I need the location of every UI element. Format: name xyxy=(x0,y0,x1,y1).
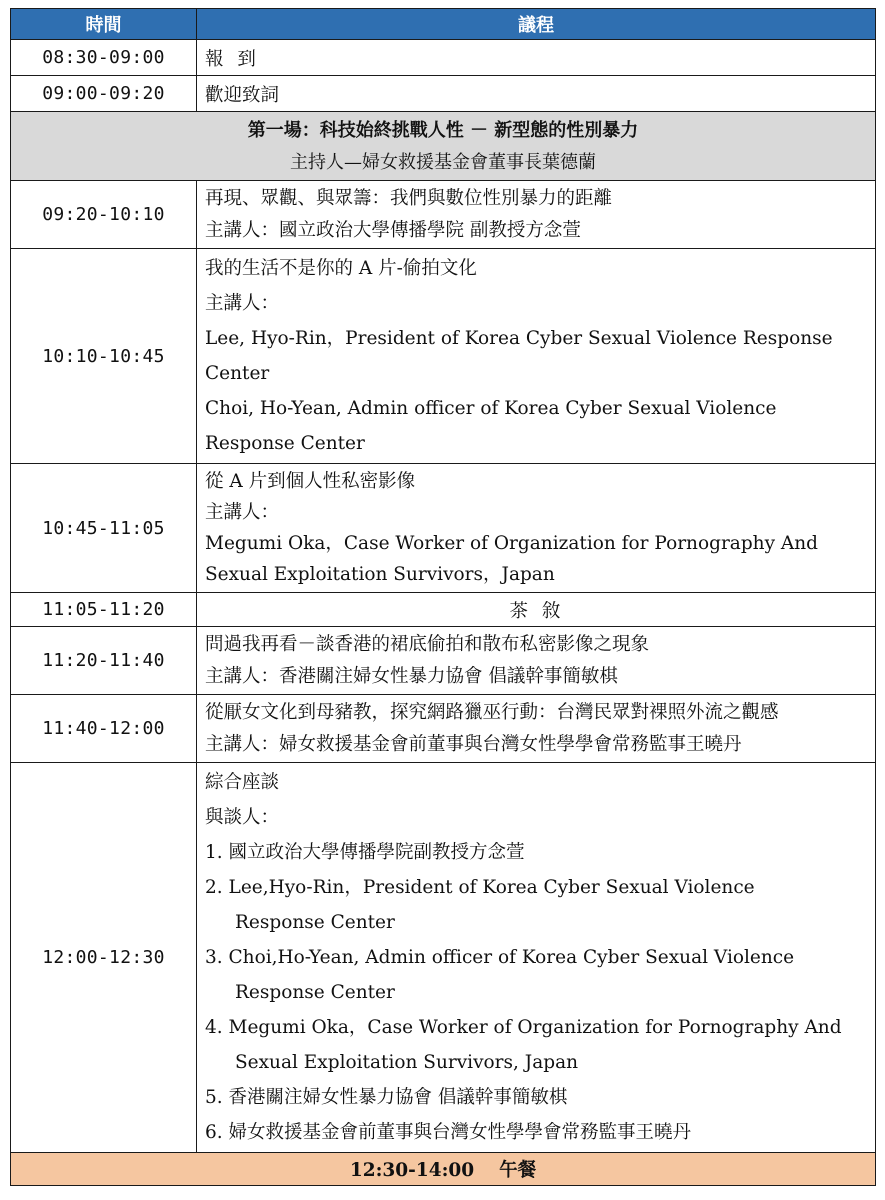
panelist-item: 3. Choi,Ho-Yean, Admin officer of Korea Cyber Sexual Violence xyxy=(205,947,795,968)
row-line: 主講人：婦女救援基金會前董事與台灣女性學學會常務監事王曉丹 xyxy=(205,733,742,755)
panelist-item-cont: Response Center xyxy=(235,982,395,1003)
row-line: 報 到 xyxy=(205,48,260,70)
row-time: 12:00-12:30 xyxy=(11,763,197,1153)
row-line: 我的生活不是你的 A 片-偷拍文化 xyxy=(205,258,477,279)
row-line: 從厭女文化到母豬教，探究網路獵巫行動：台灣民眾對裸照外流之觀感 xyxy=(205,702,779,723)
panelist-item: 5. 香港關注婦女性暴力協會 倡議幹事簡敏棋 xyxy=(205,1087,568,1108)
table-row xyxy=(11,627,876,695)
row-time: 11:40-12:00 xyxy=(11,695,197,763)
row-line: 主講人： xyxy=(205,502,280,523)
row-line: 綜合座談 xyxy=(205,772,280,793)
lunch-cell: 12:30-14:00 午餐 xyxy=(11,1153,876,1186)
row-line: 問過我再看－談香港的裙底偷拍和散布私密影像之現象 xyxy=(205,634,650,655)
row-time: 11:20-11:40 xyxy=(11,627,197,695)
row-text xyxy=(197,593,876,627)
row-text xyxy=(197,464,876,593)
row-text xyxy=(197,76,876,112)
session-title: 第一場：科技始終挑戰人性 － 新型態的性別暴力 xyxy=(247,120,639,141)
row-text xyxy=(197,181,876,249)
session-host: 主持人—婦女救援基金會董事長葉德蘭 xyxy=(290,152,596,173)
row-text xyxy=(197,40,876,76)
row-text xyxy=(197,627,876,695)
row-time: 09:00-09:20 xyxy=(11,76,197,112)
row-line: 主講人： xyxy=(205,293,280,314)
panelist-item: 1. 國立政治大學傳播學院副教授方念萱 xyxy=(205,842,525,863)
session-row xyxy=(11,112,876,181)
table-header-row xyxy=(11,9,876,40)
row-line: 再現、眾觀、與眾籌：我們與數位性別暴力的距離 xyxy=(205,188,613,209)
row-line: 茶 敘 xyxy=(509,600,565,622)
row-time: 10:45-11:05 xyxy=(11,464,197,593)
header-time: 時間 xyxy=(11,9,197,40)
panelist-item: 2. Lee,Hyo-Rin，President of Korea Cyber Sexual Violence xyxy=(205,877,755,898)
row-time: 08:30-09:00 xyxy=(11,40,197,76)
panelist-item-cont: Response Center xyxy=(235,912,395,933)
row-line: Center xyxy=(205,363,270,384)
table-row xyxy=(11,249,876,464)
lunch-row xyxy=(11,1153,876,1186)
table-row xyxy=(11,593,876,627)
table-row xyxy=(11,40,876,76)
row-line: 主講人：國立政治大學傳播學院 副教授方念萱 xyxy=(205,219,581,241)
row-time: 10:10-10:45 xyxy=(11,249,197,464)
row-time: 09:20-10:10 xyxy=(11,181,197,249)
row-time: 11:05-11:20 xyxy=(11,593,197,627)
row-line: Response Center xyxy=(205,433,365,454)
row-line: 歡迎致詞 xyxy=(205,84,280,106)
agenda-table xyxy=(10,8,876,1186)
table-row xyxy=(11,763,876,1153)
table-row xyxy=(11,464,876,593)
table-row xyxy=(11,695,876,763)
row-line: Megumi Oka，Case Worker of Organization for Pornography And xyxy=(205,533,819,554)
row-line: Lee, Hyo-Rin，President of Korea Cyber Sexual Violence Response xyxy=(205,328,833,349)
row-line: Sexual Exploitation Survivors，Japan xyxy=(205,564,555,585)
header-agenda: 議程 xyxy=(197,9,876,40)
panelist-item-cont: Sexual Exploitation Survivors, Japan xyxy=(235,1052,579,1073)
panelist-item: 4. Megumi Oka，Case Worker of Organization for Pornography And xyxy=(205,1017,842,1038)
table-row xyxy=(11,181,876,249)
row-text xyxy=(197,249,876,464)
row-line: 主講人：香港關注婦女性暴力協會 倡議幹事簡敏棋 xyxy=(205,665,618,687)
row-line: Choi, Ho-Yean, Admin officer of Korea Cyber Sexual Violence xyxy=(205,398,777,419)
row-text xyxy=(197,763,876,1153)
row-line: 與談人： xyxy=(205,807,280,828)
session-header xyxy=(11,112,876,181)
row-line: 從 A 片到個人性私密影像 xyxy=(205,471,416,492)
panelist-item: 6. 婦女救援基金會前董事與台灣女性學學會常務監事王曉丹 xyxy=(205,1122,692,1143)
table-row xyxy=(11,76,876,112)
row-text xyxy=(197,695,876,763)
